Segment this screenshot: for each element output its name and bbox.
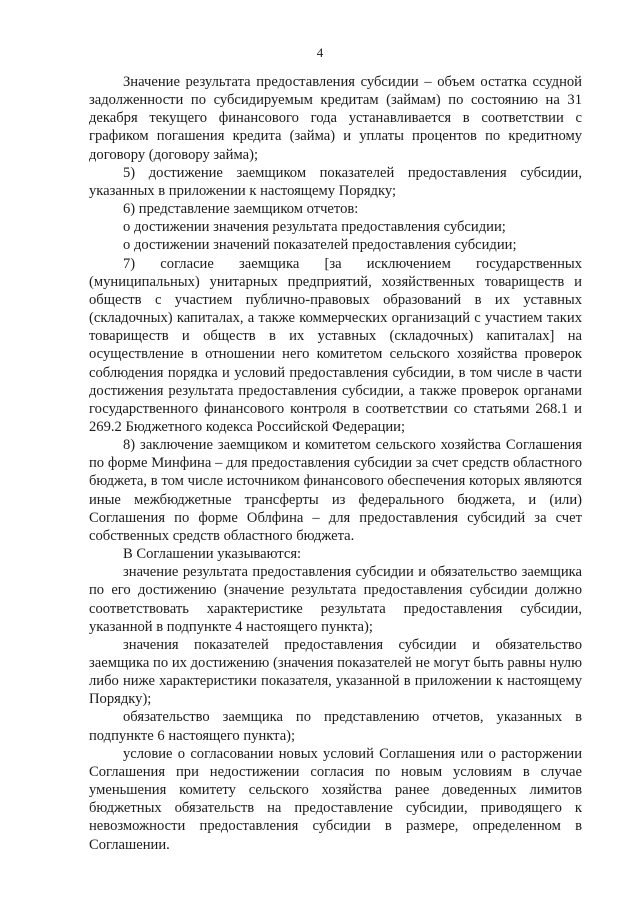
paragraph-item-5: 5) достижение заемщиком показателей предоставления субсидии, указанных в приложении к настоящему Порядку; [89,164,582,199]
document-body [89,73,582,854]
paragraph-agreement-reports: обязательство заемщика по представлению отчетов, указанных в подпункте 6 настоящего пункта); [89,709,582,744]
paragraph-report-result: о достижении значения результата предоставления субсидии; [123,219,506,236]
paragraph-agreement-result: значение результата предоставления субсидии и обязательство заемщика по его достижению (значение результата предоставления субсидии должно соответствовать характеристике результата предоставления субсидии, указанной в подпункте 4 настоящего пункта); [89,564,582,635]
paragraph-item-7: 7) согласие заемщика [за исключением государственных (муниципальных) унитарных предприятий, хозяйственных товариществ и обществ с участием публично-правовых образований в их уставных (складочных) капиталах, а также коммерческих организаций с участием таких товариществ и обществ в их уставных (складочных) капиталах] на осуществление в отношении него комитетом сельского хозяйства проверок соблюдения порядка и условий предоставления субсидии, в том числе в части достижения результата предоставления субсидии, а также проверок органами государственного финансового контроля в соответствии со статьями 268.1 и 269.2 Бюджетного кодекса Российской Федерации; [89,255,582,435]
paragraph-agreement-intro: В Соглашении указываются: [123,546,302,563]
paragraph-item-8: 8) заключение заемщиком и комитетом сельского хозяйства Соглашения по форме Минфина – для предоставления субсидии за счет средств областного бюджета, в том числе источником финансового обеспечения которых являются иные межбюджетные трансферты из федерального бюджета, и (или) Соглашения по форме Облфина – для предоставления субсидий за счет собственных средств областного бюджета. [89,437,582,544]
paragraph-result-value: Значение результата предоставления субсидии – объем остатка ссудной задолженности по субсидируемым кредитам (займам) по состоянию на 31 декабря текущего финансового года устанавливается в соответствии с графиком погашения кредита (займа) и уплаты процентов по кредитному договору (договору займа); [89,74,582,163]
paragraph-item-6: 6) представление заемщиком отчетов: [123,201,359,218]
paragraph-agreement-indicators: значения показателей предоставления субсидии и обязательство заемщика по их достижению (значения показателей не могут быть равны нулю либо ниже характеристики показателя, указанной в приложении к настоящему Порядку); [89,636,582,708]
paragraph-agreement-conditions: условие о согласовании новых условий Соглашения или о расторжении Соглашения при недостижении согласия по новым условиям в случае уменьшения комитету сельского хозяйства ранее доведенных лимитов бюджетных обязательств на предоставление субсидии, приводящего к невозможности предоставления субсидии в размере, определенном в Соглашении. [89,745,582,853]
paragraph-report-indicators: о достижении значений показателей предоставления субсидии; [123,237,517,254]
page-number: 4 [316,45,324,60]
